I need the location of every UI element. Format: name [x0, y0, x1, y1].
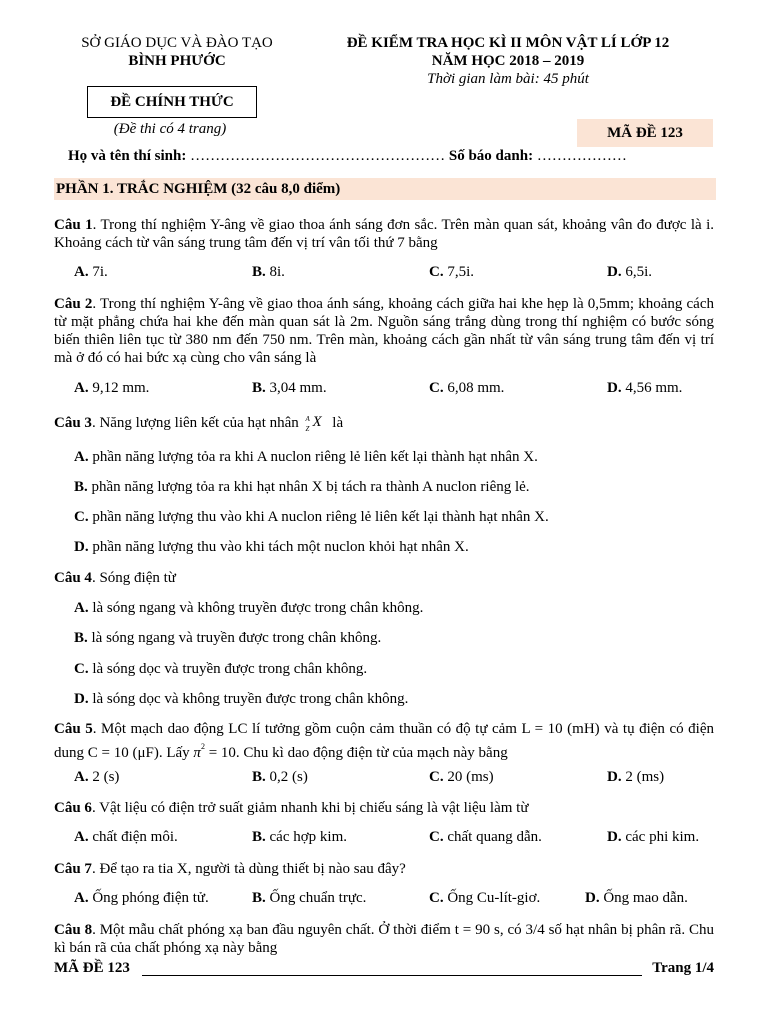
question-3-option-a: A. phần năng lượng tỏa ra khi A nuclon riêng lẻ liên kết lại thành hạt nhân X. — [74, 449, 538, 465]
question-text: . Vật liệu có điện trở suất giảm nhanh khi bị chiếu sáng là vật liệu làm từ — [91, 800, 529, 816]
pi-exponent: 2 — [200, 742, 205, 751]
section-title: PHẦN 1. TRẮC NGHIỆM (32 câu 8,0 điểm) — [54, 178, 716, 200]
question-label: Câu 3 — [54, 415, 92, 431]
footer-page-number: Trang 1/4 — [652, 960, 714, 976]
exam-code-badge: MÃ ĐỀ 123 — [577, 119, 713, 147]
option-b: B. Ống chuẩn trực. — [252, 890, 367, 906]
option-d: D. các phi kim. — [607, 829, 700, 845]
option-c: C. 6,08 mm. — [429, 380, 505, 396]
question-label: Câu 8 — [54, 922, 93, 938]
option-a: A. chất điện môi. — [74, 829, 178, 845]
question-text: . Năng lượng liên kết của hạt nhân — [91, 415, 299, 431]
question-5-options — [74, 769, 714, 789]
page-footer — [54, 960, 714, 980]
department-name: SỞ GIÁO DỤC VÀ ĐÀO TẠO — [81, 35, 273, 51]
question-4-option-d: D. là sóng dọc và không truyền được trong chân không. — [74, 691, 409, 707]
exam-title: ĐỀ KIỂM TRA HỌC KÌ II MÔN VẬT LÍ LỚP 12 — [346, 35, 670, 51]
option-a: A. Ống phóng điện tử. — [74, 890, 209, 906]
question-text: . Sóng điện từ — [91, 570, 176, 586]
question-text: . Trong thí nghiệm Y-âng về giao thoa ánh sáng đơn sắc. Trên màn quan sát, khoảng vân đo được là i. Khoảng cách từ vân sáng trung tâm đến vị trí vân tối thứ 7 bằng — [54, 217, 714, 251]
option-d: D. 4,56 mm. — [607, 380, 683, 396]
official-stamp: ĐỀ CHÍNH THỨC — [87, 86, 257, 118]
option-b: B. 8i. — [252, 264, 285, 280]
question-text: . Một mẫu chất phóng xạ ban đầu nguyên chất. Ở thời điểm t = 90 s, có 3/4 số hạt nhân bị phân rã. Chu kì bán rã của chất phóng xạ này bằng — [54, 922, 714, 956]
candidate-info — [68, 148, 708, 165]
nucleus-symbol: A Z X — [305, 414, 322, 433]
header-right — [312, 34, 704, 88]
question-label: Câu 4 — [54, 570, 92, 586]
question-2-options — [74, 380, 714, 400]
option-a: A. 7i. — [74, 264, 108, 280]
question-label: Câu 1 — [54, 217, 93, 233]
option-d: D. 6,5i. — [607, 264, 653, 280]
school-year: NĂM HỌC 2018 – 2019 — [431, 53, 585, 69]
option-b: B. 3,04 mm. — [252, 380, 327, 396]
question-text: . Trong thí nghiệm Y-âng về giao thoa ánh sáng, khoảng cách giữa hai khe hẹp là 0,5mm; khoảng cách từ mặt phẳng chứa hai khe đến màn quan sát là 2m. Nguồn sáng trắng dùng trong thí nghiệm có bước sóng biến thiên liên tục từ 380 nm đến 750 nm. Trên màn, khoảng cách gần nhất từ vân sáng trung tâm đến vị trí mà ở đó có hai bức xạ cùng cho vân sáng là — [54, 296, 714, 366]
footer-rule — [142, 975, 642, 976]
candidate-id-label: Số báo danh: — [448, 148, 534, 164]
question-4 — [54, 569, 714, 587]
candidate-name-label: Họ và tên thí sinh: — [68, 148, 187, 164]
header-left — [48, 34, 306, 70]
question-2 — [54, 295, 714, 367]
question-1 — [54, 216, 714, 252]
question-1-options — [74, 264, 714, 284]
question-4-option-c: C. là sóng dọc và truyền được trong chân không. — [74, 661, 368, 677]
question-label: Câu 2 — [54, 296, 93, 312]
pi-symbol: π — [193, 745, 201, 761]
option-c: C. Ống Cu-lít-giơ. — [429, 890, 541, 906]
question-3-option-b: B. phần năng lượng tỏa ra khi hạt nhân X bị tách ra thành A nuclon riêng lẻ. — [74, 479, 530, 495]
question-6 — [54, 799, 714, 817]
option-d: D. Ống mao dẫn. — [585, 890, 688, 906]
question-label: Câu 5 — [54, 721, 93, 737]
question-text: . Để tạo ra tia X, người tà dùng thiết bị nào sau đây? — [91, 861, 406, 877]
footer-exam-code: MÃ ĐỀ 123 — [54, 960, 130, 976]
question-7-options — [74, 890, 714, 910]
question-5: Câu 5. Một mạch dao động LC lí tưởng gồm cuộn cảm thuần có độ tự cảm L = 10 (mH) và tụ điện có điện dung C = 10 (μF). Lấy $\pi^2 = 10$. Chu kì dao động điện từ của mạch này bằng — [54, 721, 714, 761]
option-a: A. 2 (s) — [74, 769, 120, 785]
question-8 — [54, 921, 714, 957]
option-c: C. 20 (ms) — [429, 769, 494, 785]
province-name: BÌNH PHƯỚC — [128, 53, 226, 69]
candidate-name-field: …………………………………………… — [190, 148, 446, 164]
exam-duration: Thời gian làm bài: 45 phút — [427, 71, 589, 87]
option-d: D. 2 (ms) — [607, 769, 665, 785]
option-c: C. chất quang dẫn. — [429, 829, 542, 845]
option-b: B. các hợp kim. — [252, 829, 348, 845]
question-4-option-b: B. là sóng ngang và truyền được trong chân không. — [74, 630, 382, 646]
option-c: C. 7,5i. — [429, 264, 475, 280]
question-3-option-d: D. phần năng lượng thu vào khi tách một nuclon khỏi hạt nhân X. — [74, 539, 469, 555]
question-3-option-c: C. phần năng lượng thu vào khi A nuclon riêng lẻ liên kết lại thành hạt nhân X. — [74, 509, 549, 525]
option-b: B. 0,2 (s) — [252, 769, 308, 785]
question-label: Câu 7 — [54, 861, 92, 877]
question-label: Câu 6 — [54, 800, 92, 816]
pages-note: (Đề thi có 4 trang) — [113, 121, 227, 137]
question-3: Câu 3. Năng lượng liên kết của hạt nhân A Z X là — [54, 414, 344, 433]
candidate-id-field: ……………… — [536, 148, 627, 164]
question-6-options — [74, 829, 714, 849]
option-a: A. 9,12 mm. — [74, 380, 150, 396]
question-7 — [54, 860, 714, 878]
question-4-option-a: A. là sóng ngang và không truyền được trong chân không. — [74, 600, 424, 616]
